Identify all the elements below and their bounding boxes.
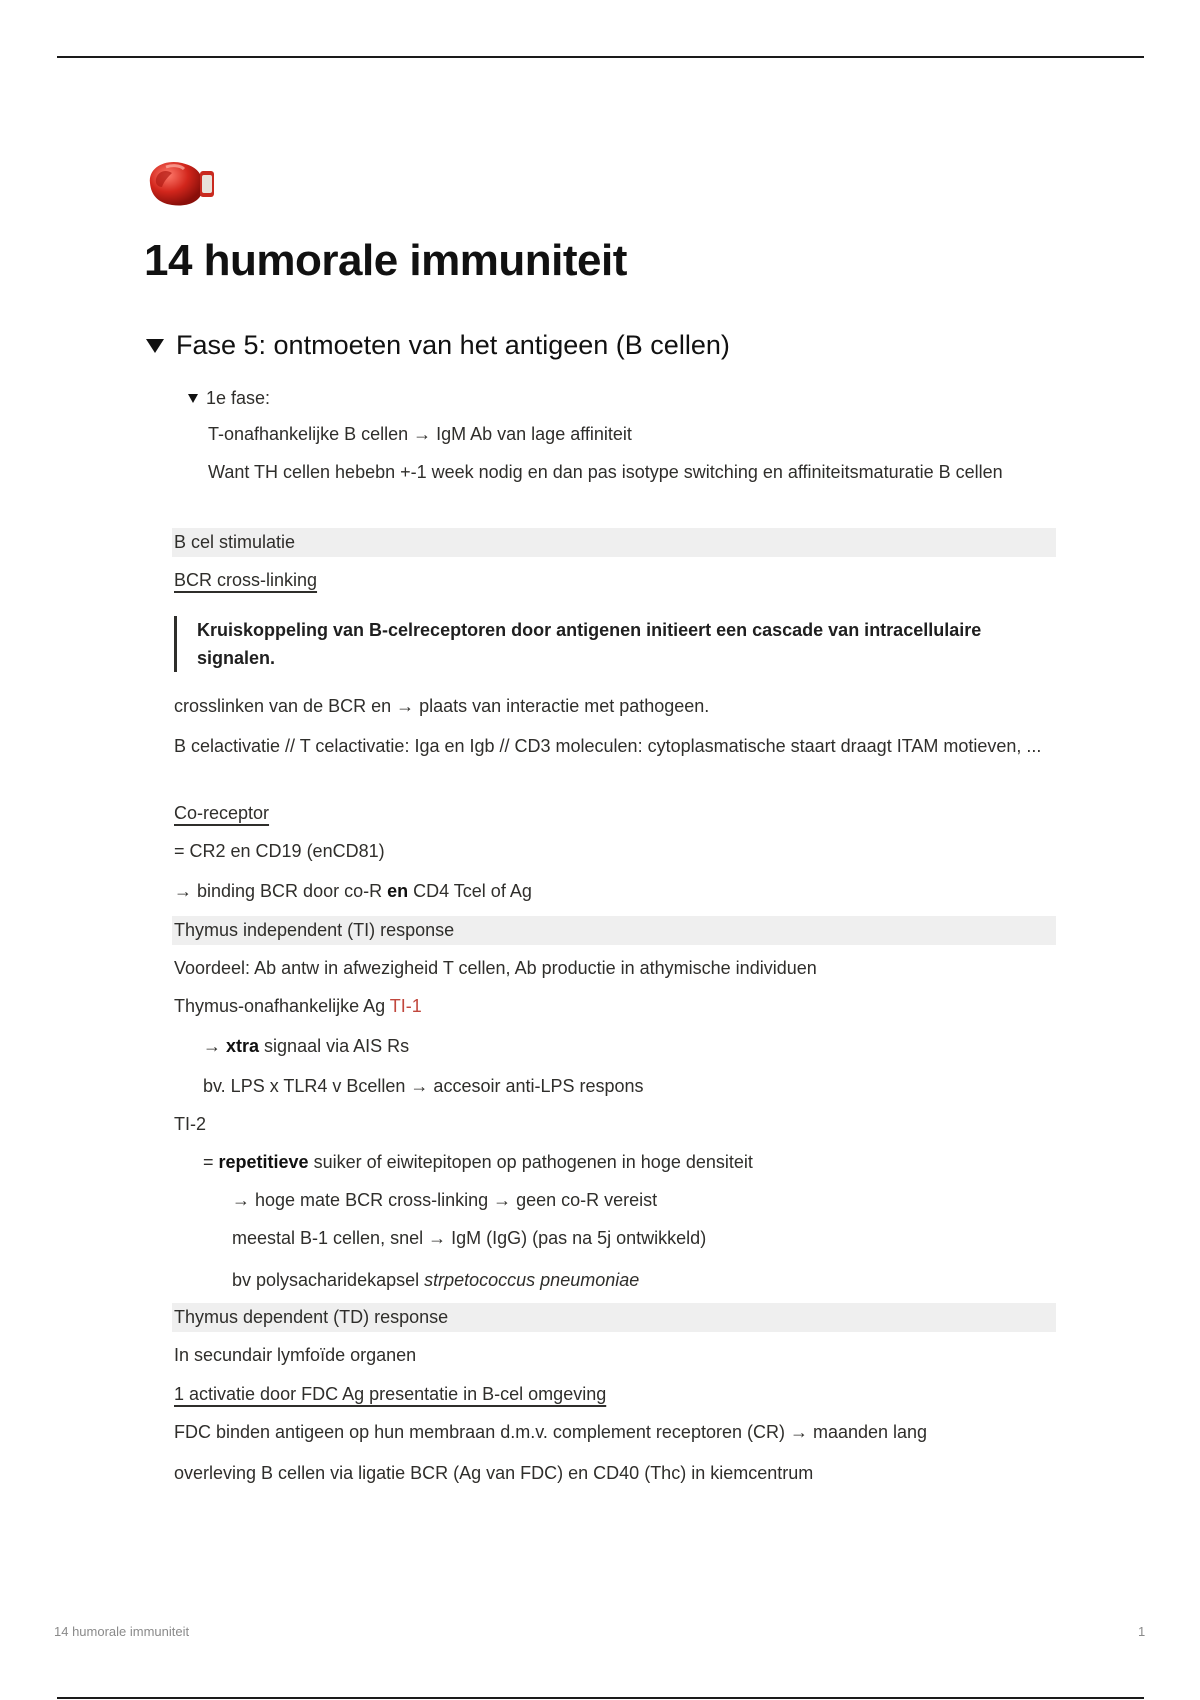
text-run: → [203, 1036, 227, 1056]
bold-text: xtra [226, 1036, 260, 1056]
toggle-triangle-icon[interactable] [146, 339, 164, 353]
page-number: 1 [1138, 1624, 1146, 1639]
text-line: In secundair lymfoïde organen [174, 1345, 417, 1365]
heading-text: Thymus dependent (TD) response [174, 1307, 449, 1327]
heading-text: B cel stimulatie [174, 532, 296, 552]
text-line [174, 992, 422, 1020]
text-paragraph: B celactivatie // T celactivatie: Iga en Igb // CD3 moleculen: cytoplasmatische staart draagt ITAM motieven, ... [174, 736, 1042, 756]
text-line: meestal B-1 cellen, snel → IgM (IgG) (pas na 5j ontwikkeld) [232, 1228, 707, 1248]
heading-text: Thymus independent (TI) response [174, 920, 455, 940]
italic-text: strpetococcus pneumoniae [424, 1270, 640, 1290]
text-line [203, 1148, 753, 1176]
text-line: Voordeel: Ab antw in afwezigheid T cellen, Ab productie in athymische individuen [174, 958, 817, 978]
subsection-label: 1e fase: [206, 388, 271, 408]
subsection-toggle[interactable] [188, 384, 270, 412]
text-line: bv. LPS x TLR4 v Bcellen → accesoir anti-LPS respons [203, 1076, 644, 1096]
text-run: bv polysacharidekapsel [232, 1270, 425, 1290]
bold-text: en [387, 881, 409, 901]
quote-block [174, 616, 997, 672]
highlighted-heading [172, 528, 1056, 557]
text-line [232, 1266, 639, 1294]
text-run: Thymus-onafhankelijke Ag [174, 996, 390, 1016]
footer-title: 14 humorale immuniteit [54, 1624, 190, 1639]
text-line [203, 1032, 409, 1060]
page-title: 14 humorale immuniteit [144, 236, 627, 285]
text-line: = CR2 en CD19 (enCD81) [174, 841, 385, 861]
quote-text: Kruiskoppeling van B-celreceptoren door antigenen initieert een cascade van intracellulaire signalen. [197, 620, 982, 668]
text-line [174, 877, 532, 905]
text-line: TI-2 [174, 1114, 207, 1134]
highlighted-heading [172, 916, 1056, 945]
text-line: crosslinken van de BCR en → plaats van interactie met pathogeen. [174, 696, 710, 716]
toggle-triangle-icon[interactable] [188, 394, 198, 403]
text-run: = [203, 1152, 219, 1172]
text-line: FDC binden antigeen op hun membraan d.m.v. complement receptoren (CR) → maanden lang [174, 1422, 928, 1442]
section-toggle[interactable] [146, 330, 730, 361]
highlighted-heading [172, 1303, 1056, 1332]
underlined-heading: 1 activatie door FDC Ag presentatie in B-cel omgeving [174, 1384, 607, 1404]
bottom-rule [57, 1697, 1144, 1699]
colored-text: TI-1 [389, 996, 422, 1016]
section-heading: Fase 5: ontmoeten van het antigeen (B cellen) [176, 330, 730, 360]
text-run: signaal via AIS Rs [259, 1036, 410, 1056]
text-line: overleving B cellen via ligatie BCR (Ag van FDC) en CD40 (Thc) in kiemcentrum [174, 1463, 814, 1483]
top-rule [57, 56, 1144, 58]
text-run: CD4 Tcel of Ag [408, 881, 532, 901]
text-paragraph: Want TH cellen hebebn +-1 week nodig en dan pas isotype switching en affiniteitsmaturatie B cellen [208, 462, 1003, 482]
text-line: → hoge mate BCR cross-linking → geen co-R vereist [232, 1190, 658, 1210]
underlined-heading: BCR cross-linking [174, 570, 318, 590]
text-line: T-onafhankelijke B cellen → IgM Ab van lage affiniteit [208, 424, 632, 444]
underlined-heading: Co-receptor [174, 803, 270, 823]
text-run: suiker of eiwitepitopen op pathogenen in hoge densiteit [308, 1152, 753, 1172]
boxing-glove-icon [142, 157, 218, 209]
bold-text: repetitieve [218, 1152, 309, 1172]
text-run: → binding BCR door co-R [174, 881, 388, 901]
